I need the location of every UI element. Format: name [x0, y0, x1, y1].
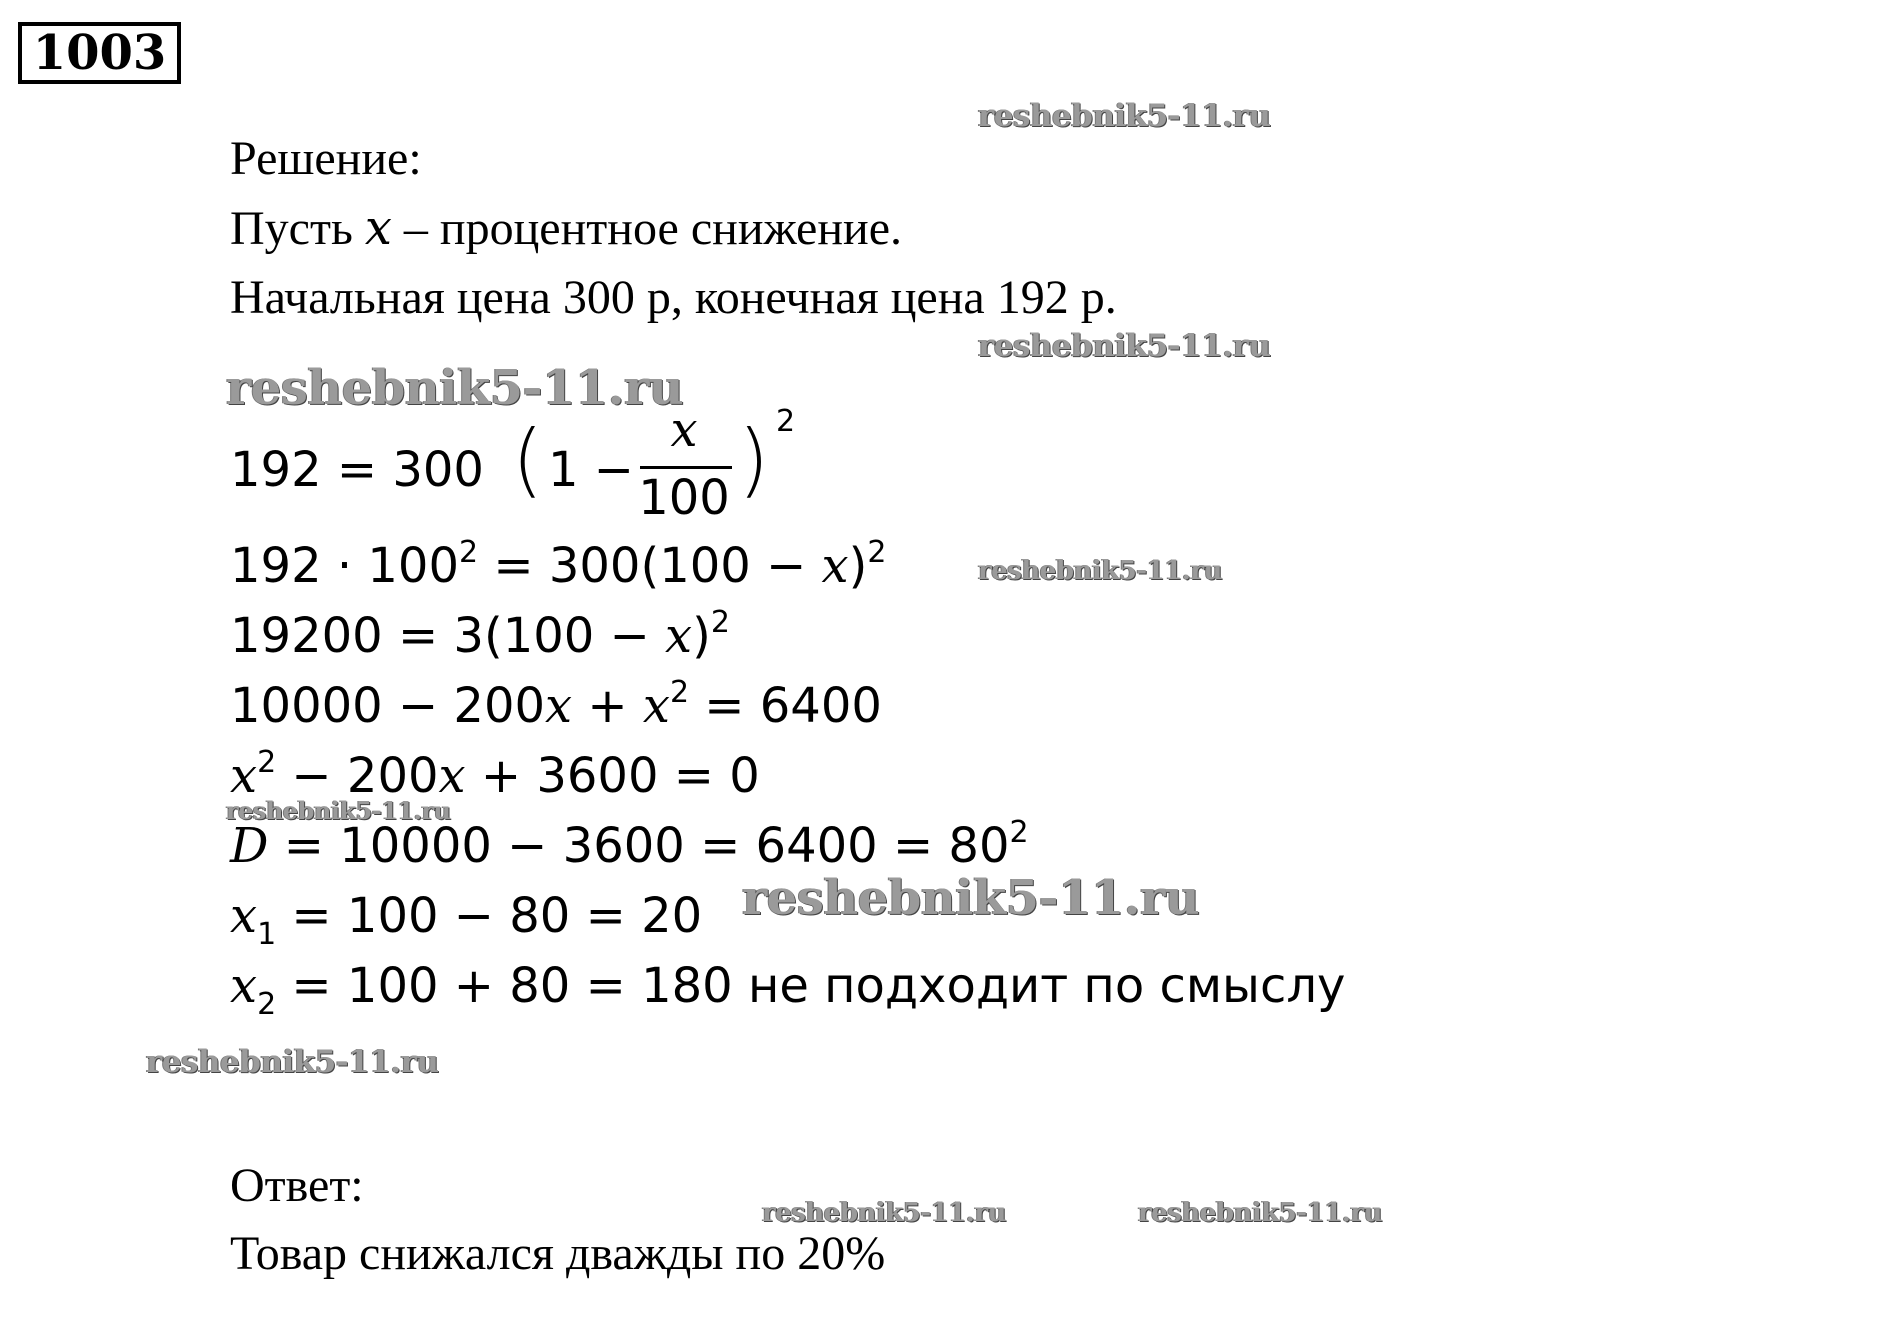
watermark: reshebnik5-11.ru	[226, 360, 684, 416]
eq5-part-b: + 3600 = 0	[465, 748, 760, 804]
eq3-variable: x	[665, 608, 693, 664]
eq6-variable: D	[230, 818, 269, 874]
watermark: reshebnik5-11.ru	[978, 556, 1223, 586]
eq8-variable: x	[230, 958, 258, 1014]
eq1-fraction-bar	[640, 466, 732, 469]
eq1-numerator: x	[670, 402, 698, 458]
eq1-open-paren: (	[512, 413, 544, 506]
let-line	[230, 200, 902, 257]
eq8-subscript: 2	[257, 987, 277, 1022]
solution-heading: Решение:	[230, 132, 422, 185]
eq4-part-c: = 6400	[689, 678, 882, 734]
watermark: reshebnik5-11.ru	[1138, 1198, 1383, 1228]
eq5-variable-2: x	[438, 748, 466, 804]
problem-number: 1003	[18, 22, 181, 84]
let-prefix: Пусть	[230, 202, 365, 255]
eq7-part-a: = 100 − 80 = 20	[276, 888, 703, 944]
eq2-variable: x	[821, 538, 849, 594]
let-variable: x	[364, 200, 392, 256]
eq6-exponent: 2	[1009, 815, 1029, 850]
eq5-variable-1: x	[230, 748, 258, 804]
eq6-part-a: = 10000 − 3600 = 6400 = 80	[268, 818, 1010, 874]
eq1-denominator: 100	[638, 470, 730, 526]
eq4-exponent: 2	[669, 675, 690, 710]
watermark: reshebnik5-11.ru	[146, 1044, 439, 1080]
equation-7	[230, 888, 703, 952]
answer-heading: Ответ:	[230, 1159, 364, 1212]
eq7-subscript: 1	[257, 917, 277, 952]
eq2-part-a: 192 · 100	[230, 538, 460, 594]
watermark: reshebnik5-11.ru	[226, 796, 451, 825]
eq3-part-a: 19200 = 3(100 −	[230, 608, 666, 664]
eq2-exponent-1: 2	[459, 535, 479, 570]
eq4-part-b: +	[572, 678, 643, 734]
eq5-exponent: 2	[257, 745, 277, 780]
eq2-part-c: )	[848, 538, 868, 594]
eq1-exponent: 2	[776, 404, 796, 439]
eq1-lhs: 192 = 300	[230, 442, 484, 498]
eq2-part-b: = 300(100 −	[478, 538, 822, 594]
eq4-part-a: 10000 − 200	[230, 678, 546, 734]
eq7-variable: x	[230, 888, 258, 944]
let-suffix: – процентное снижение.	[391, 202, 903, 255]
eq1-close-paren: )	[738, 413, 770, 506]
equation-8	[230, 958, 1346, 1022]
equation-3	[230, 605, 730, 664]
answer-text: Товар снижался дважды по 20%	[230, 1227, 886, 1280]
watermark: reshebnik5-11.ru	[978, 98, 1271, 134]
watermark: reshebnik5-11.ru	[762, 1198, 1007, 1228]
watermark: reshebnik5-11.ru	[742, 870, 1200, 926]
eq5-part-a: − 200	[276, 748, 439, 804]
equation-6	[230, 815, 1029, 874]
equation-4	[230, 675, 882, 734]
eq4-variable-2: x	[642, 678, 670, 734]
eq3-exponent: 2	[710, 605, 730, 640]
eq3-part-b: )	[692, 608, 711, 664]
equation-2	[230, 535, 887, 594]
prices-line: Начальная цена 300 р, конечная цена 192 р.	[230, 271, 1117, 324]
eq8-part-a: = 100 + 80 = 180 не подходит по смыслу	[276, 958, 1346, 1014]
eq1-one-minus: 1 −	[548, 442, 635, 498]
eq2-exponent-2: 2	[867, 535, 887, 570]
watermark: reshebnik5-11.ru	[978, 328, 1271, 364]
eq4-variable-1: x	[545, 678, 573, 734]
